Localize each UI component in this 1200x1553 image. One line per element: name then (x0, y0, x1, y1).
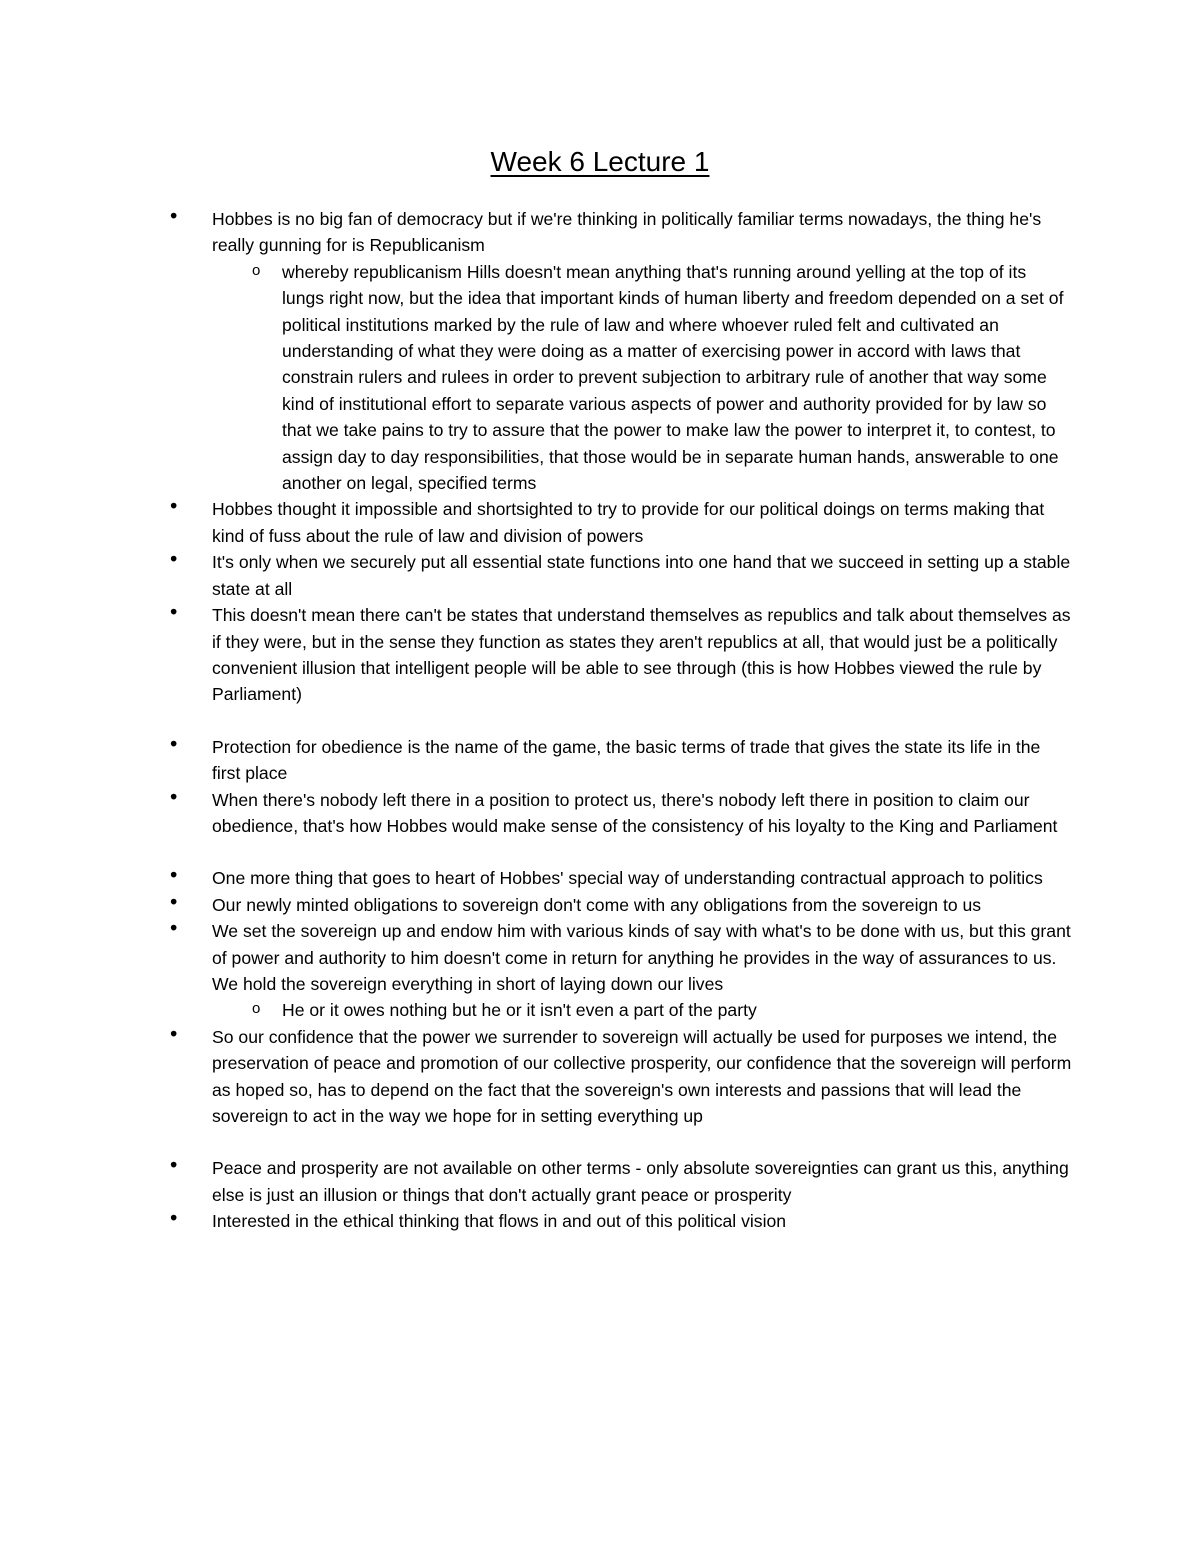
list-item (172, 734, 1072, 787)
list-item (172, 206, 1072, 259)
list-item-text: Protection for obedience is the name of the game, the basic terms of trade that gives the state its life in the first place (212, 736, 1041, 784)
list-item (172, 496, 1072, 549)
hollow-bullet-icon (252, 997, 282, 1021)
list-item-text: Our newly minted obligations to sovereign don't come with any obligations from the sovereign to us (212, 894, 982, 915)
bullet-icon (172, 1155, 212, 1179)
list-item-text: whereby republicanism Hills doesn't mean anything that's running around yelling at the top of its lungs right now, but the idea that important kinds of human liberty and freedom depended on a set of political institutions marked by the rule of law and where whoever ruled felt and cultivated an understanding of what they were doing as a matter of exercising power in accord with laws that constrain rulers and rulees in order to prevent subjection to arbitrary rule of another that way some kind of institutional effort to separate various aspects of power and authority provided for by law so that we take pains to try to assure that the power to make law the power to interpret it, to contest, to assign day to day responsibilities, that those would be in separate human hands, answerable to one another on legal, specified terms (282, 261, 1064, 494)
list-item (172, 918, 1072, 997)
list-item-text: So our confidence that the power we surrender to sovereign will actually be used for purposes we intend, the preservation of peace and promotion of our collective prosperity, our confidence that the sovereign will perform as hoped so, has to depend on the fact that the sovereign's own interests and passions that will lead the sovereign to act in the way we hope for in setting everything up (212, 1026, 1072, 1126)
list-item (172, 549, 1072, 602)
list-item-text: Hobbes thought it impossible and shortsighted to try to provide for our political doings on terms making that kind of fuss about the rule of law and division of powers (212, 499, 1045, 546)
list-item-text: We set the sovereign up and endow him with various kinds of say with what's to be done with us, but this grant of power and authority to him doesn't come in return for anything he provides in the way of assurances to us. We hold the sovereign everything in short of laying down our lives (212, 921, 1071, 994)
bullet-icon (172, 1208, 212, 1232)
list-item (172, 865, 1072, 891)
bullet-icon (172, 865, 212, 889)
list-item-text: When there's nobody left there in a position to protect us, there's nobody left there in position to claim our obedience, that's how Hobbes would make sense of the consistency of his loyalty to the King and Parliament (212, 789, 1058, 836)
list-item-text: One more thing that goes to heart of Hobbes' special way of understanding contractual approach to politics (212, 868, 1043, 889)
list-item (172, 1208, 1072, 1234)
list-item (172, 1024, 1072, 1130)
hollow-bullet-icon (252, 259, 282, 283)
list-item-text: This doesn't mean there can't be states that understand themselves as republics and talk about themselves as if they were, but in the sense they function as states they aren't republics at all, that would just be a politically convenient illusion that intelligent people will be able to see through (this is how Hobbes viewed the rule by Parliament) (212, 605, 1071, 705)
bullet-list (172, 206, 1072, 1235)
bullet-icon (172, 206, 212, 230)
bullet-icon (172, 787, 212, 811)
list-item-text: It's only when we securely put all essential state functions into one hand that we succeed in setting up a stable state at all (212, 552, 1071, 599)
page-title: Week 6 Lecture 1 (490, 146, 710, 177)
bullet-icon (172, 549, 212, 573)
list-item-text: Interested in the ethical thinking that flows in and out of this political vision (212, 1211, 787, 1232)
bullet-icon (172, 892, 212, 916)
bullet-icon (172, 496, 212, 520)
list-item-text: He or it owes nothing but he or it isn't even a part of the party (282, 1000, 757, 1021)
bullet-icon (172, 1024, 212, 1048)
sub-list-item (172, 997, 1072, 1023)
bullet-icon (172, 602, 212, 626)
bullet-icon (172, 918, 212, 942)
list-item (172, 602, 1072, 708)
list-item (172, 787, 1072, 840)
list-item-text: Hobbes is no big fan of democracy but if we're thinking in politically familiar terms nowadays, the thing he's really gunning for is Republicanism (212, 209, 1042, 256)
list-item (172, 1155, 1072, 1208)
list-item (172, 892, 1072, 918)
list-item-text: Peace and prosperity are not available on other terms - only absolute sovereignties can grant us this, anything else is just an illusion or things that don't actually grant peace or prosperity (212, 1158, 1069, 1205)
sub-list-item (172, 259, 1072, 497)
bullet-icon (172, 734, 212, 758)
